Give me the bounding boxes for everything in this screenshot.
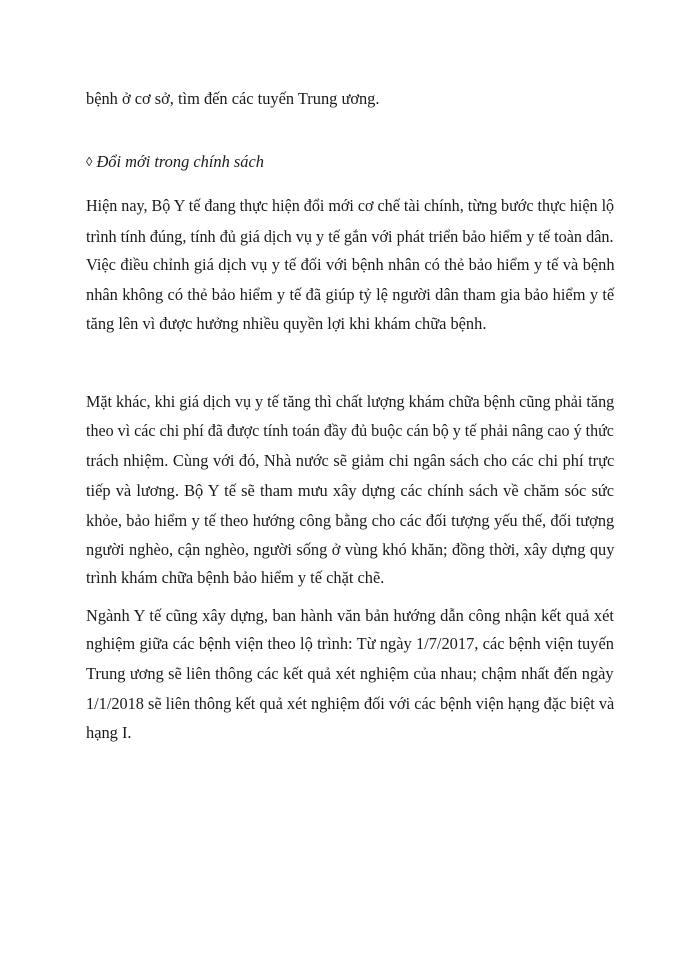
diamond-bullet-icon: ◊ (86, 154, 93, 169)
paragraph-line: khỏe, bảo hiểm y tế theo hướng công bằng cho các đối tượng yếu thế, đối tượng (86, 511, 615, 530)
section-heading (86, 152, 264, 172)
paragraph-line: trình khám chữa bệnh bảo hiểm y tế chặt chẽ. (86, 568, 385, 587)
paragraph-line: theo vì các chi phí đã được tính toán đầy đủ buộc cán bộ y tế phải nâng cao ý thức (86, 421, 614, 440)
paragraph-line: người nghèo, cận nghèo, người sống ở vùng khó khăn; đồng thời, xây dựng quy (86, 540, 615, 559)
paragraph-line: Hiện nay, Bộ Y tế đang thực hiện đổi mới cơ chế tài chính, từng bước thực hiện lộ (86, 196, 615, 215)
paragraph-line: Trung ương sẽ liên thông các kết quả xét nghiệm của nhau; chậm nhất đến ngày (86, 664, 614, 683)
paragraph-line: nhân không có thẻ bảo hiểm y tế đã giúp tỷ lệ người dân tham gia bảo hiểm y tế (86, 285, 615, 304)
paragraph-line: trình tính đúng, tính đủ giá dịch vụ y tế gắn với phát triển bảo hiểm y tế toàn dân. (86, 227, 614, 246)
intro-line: bệnh ở cơ sở, tìm đến các tuyến Trung ương. (86, 89, 380, 108)
paragraph-line: tiếp và lương. Bộ Y tế sẽ tham mưu xây dựng các chính sách về chăm sóc sức (86, 481, 615, 500)
paragraph-line: nghiệm giữa các bệnh viện theo lộ trình: Từ ngày 1/7/2017, các bệnh viện tuyến (86, 634, 614, 653)
paragraph-line: Ngành Y tế cũng xây dựng, ban hành văn bản hướng dẫn công nhận kết quả xét (86, 606, 614, 625)
paragraph-line: trách nhiệm. Cùng với đó, Nhà nước sẽ giảm chi ngân sách cho các chi phí trực (86, 451, 615, 470)
section-title: Đổi mới trong chính sách (96, 152, 264, 171)
paragraph-line: 1/1/2018 sẽ liên thông kết quả xét nghiệm đối với các bệnh viện hạng đặc biệt và (86, 694, 615, 713)
paragraph-line: tăng lên vì được hưởng nhiều quyền lợi khi khám chữa bệnh. (86, 314, 487, 333)
paragraph-line: Mặt khác, khi giá dịch vụ y tế tăng thì chất lượng khám chữa bệnh cũng phải tăng (86, 392, 615, 411)
paragraph-line: Việc điều chỉnh giá dịch vụ y tế đối với bệnh nhân có thẻ bảo hiểm y tế và bệnh (86, 255, 615, 274)
paragraph-line: hạng I. (86, 723, 132, 742)
